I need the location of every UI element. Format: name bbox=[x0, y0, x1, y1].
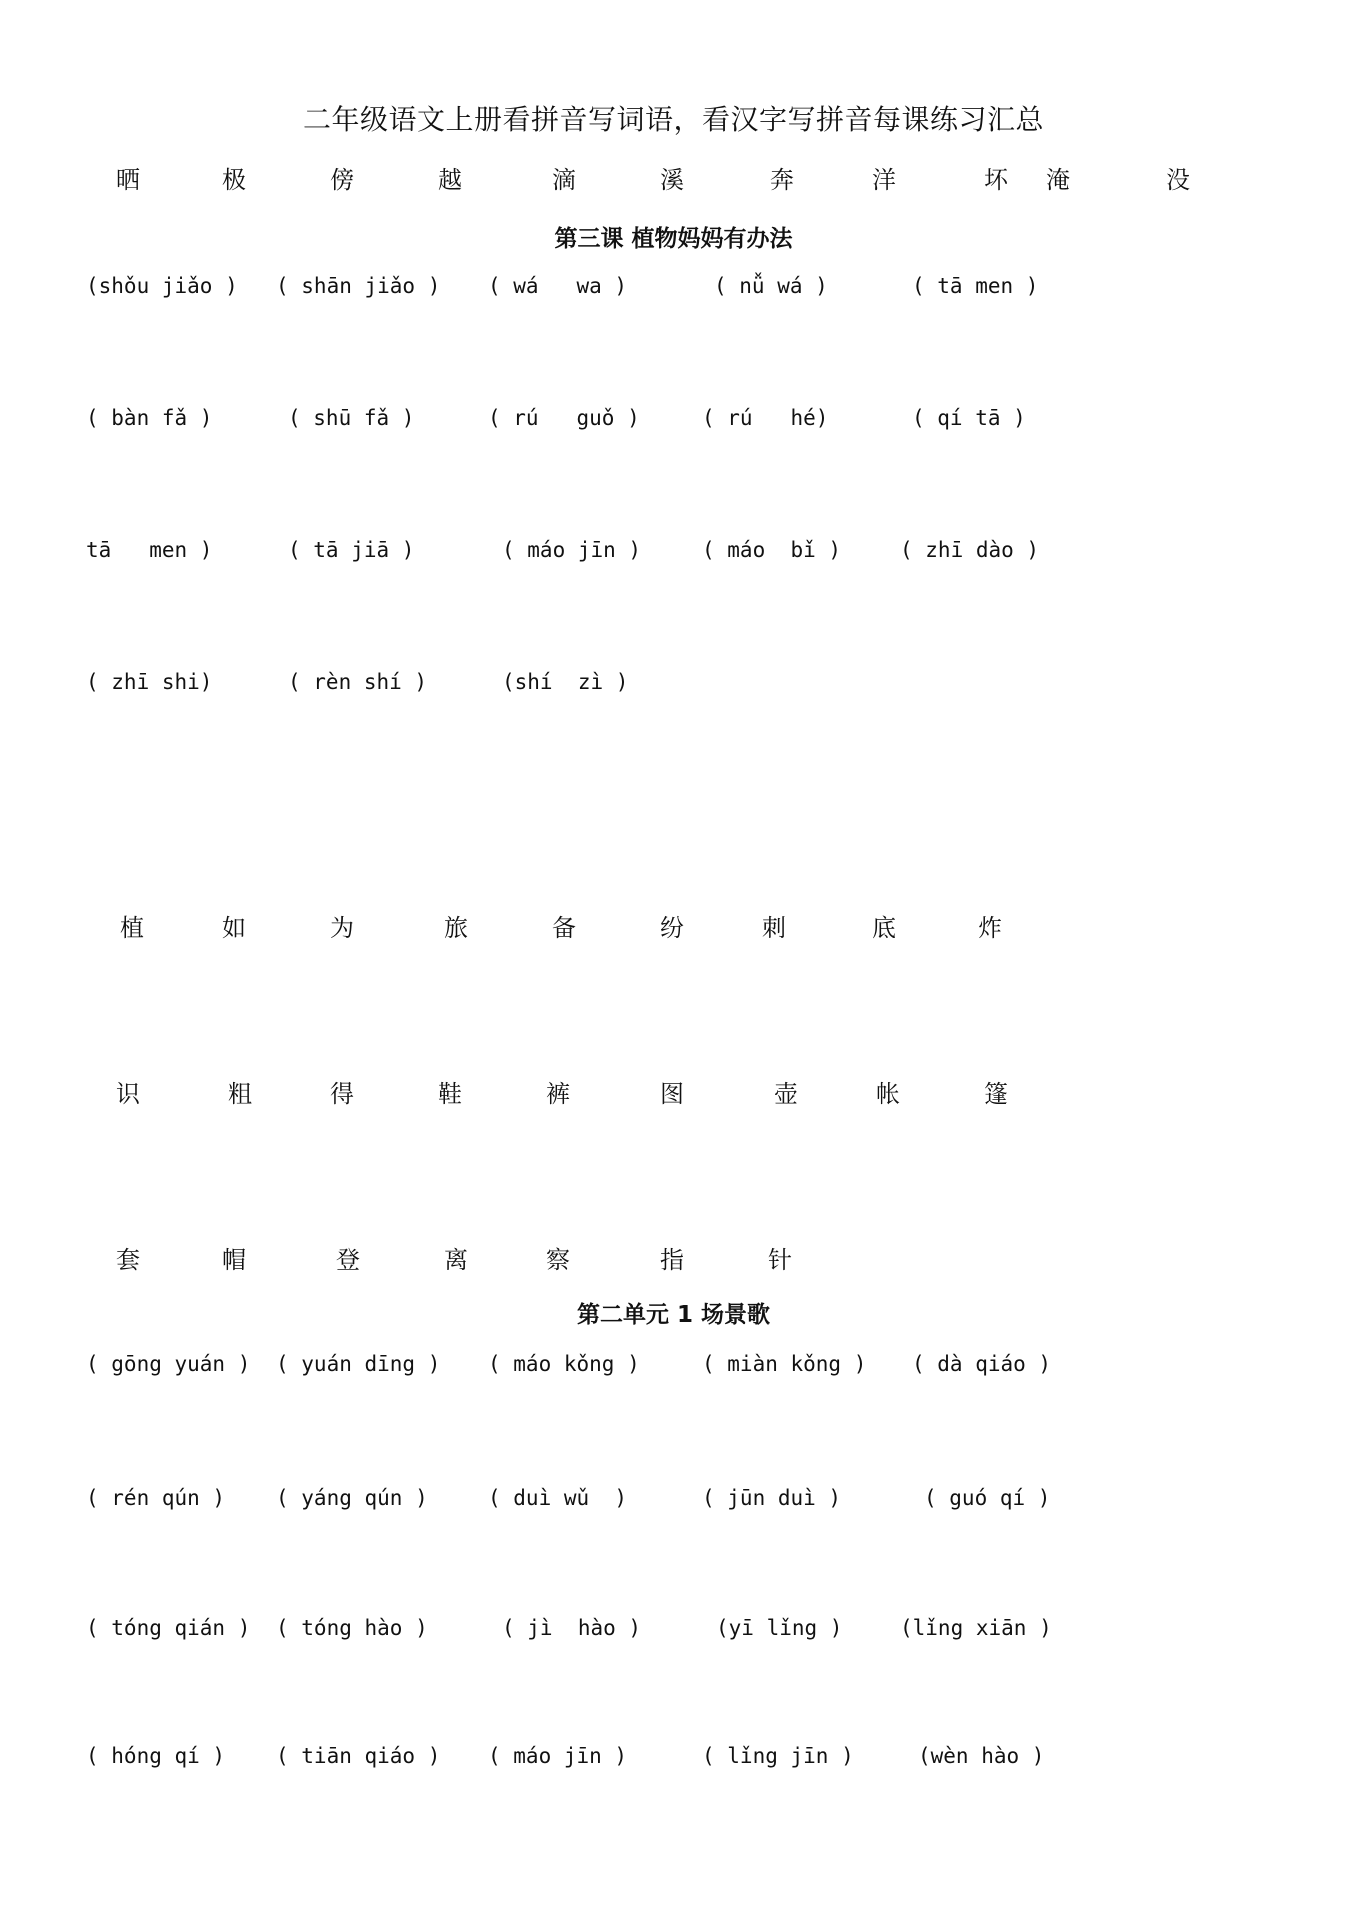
hanzi-item: 套 bbox=[116, 1246, 140, 1274]
pinyin-item: ( guó qí ) bbox=[924, 1486, 1051, 1510]
hanzi-item: 纷 bbox=[660, 914, 684, 942]
hanzi-item: 刺 bbox=[762, 914, 786, 942]
pinyin-item: ( duì wǔ ) bbox=[488, 1486, 628, 1510]
char-row bbox=[0, 1074, 1347, 1108]
pinyin-item: ( lǐng jīn ) bbox=[702, 1744, 854, 1768]
char-row bbox=[0, 1240, 1347, 1274]
pinyin-row bbox=[0, 274, 1347, 308]
hanzi-item: 篷 bbox=[984, 1080, 1008, 1108]
pinyin-item: ( shān jiǎo ) bbox=[276, 274, 441, 298]
pinyin-item: ( tiān qiáo ) bbox=[276, 1744, 441, 1768]
pinyin-item: ( bàn fǎ ) bbox=[86, 406, 213, 430]
hanzi-item: 洋 bbox=[872, 166, 896, 194]
pinyin-item: ( rèn shí ) bbox=[288, 670, 428, 694]
pinyin-item: ( zhī dào ) bbox=[900, 538, 1040, 562]
page-title: 二年级语文上册看拼音写词语，看汉字写拼音每课练习汇总 bbox=[302, 103, 1044, 136]
pinyin-item: ( zhī shi) bbox=[86, 670, 213, 694]
pinyin-item: ( yáng qún ) bbox=[276, 1486, 428, 1510]
hanzi-item: 帽 bbox=[222, 1246, 246, 1274]
char-row bbox=[0, 908, 1347, 942]
pinyin-item: ( shū fǎ ) bbox=[288, 406, 415, 430]
hanzi-item: 为 bbox=[330, 914, 354, 942]
hanzi-item: 如 bbox=[222, 914, 246, 942]
pinyin-item: ( tóng qián ) bbox=[86, 1616, 251, 1640]
pinyin-item: ( máo jīn ) bbox=[502, 538, 642, 562]
char-row-intro bbox=[0, 160, 1347, 194]
pinyin-item: ( jūn duì ) bbox=[702, 1486, 842, 1510]
hanzi-item: 极 bbox=[222, 166, 246, 194]
pinyin-item: (lǐng xiān ) bbox=[900, 1616, 1052, 1640]
hanzi-item: 越 bbox=[438, 166, 462, 194]
pinyin-row bbox=[0, 1486, 1347, 1520]
pinyin-item: (yī lǐng ) bbox=[716, 1616, 843, 1640]
hanzi-item: 针 bbox=[768, 1246, 792, 1274]
pinyin-item: ( hóng qí ) bbox=[86, 1744, 226, 1768]
pinyin-item: ( rú guǒ ) bbox=[488, 406, 640, 430]
pinyin-item: ( máo jīn ) bbox=[488, 1744, 628, 1768]
hanzi-item: 离 bbox=[444, 1246, 468, 1274]
hanzi-item: 备 bbox=[552, 914, 576, 942]
pinyin-item: ( wá wa ) bbox=[488, 274, 628, 298]
pinyin-item: ( máo bǐ ) bbox=[702, 538, 842, 562]
pinyin-item: ( rén qún ) bbox=[86, 1486, 226, 1510]
pinyin-item: tā men ) bbox=[86, 538, 213, 562]
hanzi-item: 傍 bbox=[330, 166, 354, 194]
hanzi-item: 得 bbox=[330, 1080, 354, 1108]
pinyin-item: ( dà qiáo ) bbox=[912, 1352, 1052, 1376]
hanzi-item: 炸 bbox=[978, 914, 1002, 942]
hanzi-item: 植 bbox=[120, 914, 144, 942]
pinyin-row bbox=[0, 670, 1347, 704]
pinyin-item: ( qí tā ) bbox=[912, 406, 1026, 430]
pinyin-item: ( miàn kǒng ) bbox=[702, 1352, 867, 1376]
pinyin-row bbox=[0, 406, 1347, 440]
section-heading-lesson-3: 第三课 植物妈妈有办法 bbox=[554, 226, 793, 252]
hanzi-item: 鞋 bbox=[438, 1080, 462, 1108]
hanzi-item: 察 bbox=[546, 1246, 570, 1274]
hanzi-item: 淹 bbox=[1046, 166, 1070, 194]
pinyin-item: ( tóng hào ) bbox=[276, 1616, 428, 1640]
pinyin-item: ( yuán dīng ) bbox=[276, 1352, 441, 1376]
hanzi-item: 裤 bbox=[546, 1080, 570, 1108]
hanzi-item: 滴 bbox=[552, 166, 576, 194]
hanzi-item: 没 bbox=[1166, 166, 1190, 194]
hanzi-item: 图 bbox=[660, 1080, 684, 1108]
hanzi-item: 溪 bbox=[660, 166, 684, 194]
pinyin-item: (shǒu jiǎo ) bbox=[86, 274, 238, 298]
hanzi-item: 奔 bbox=[770, 166, 794, 194]
pinyin-item: ( gōng yuán ) bbox=[86, 1352, 251, 1376]
pinyin-row bbox=[0, 1352, 1347, 1386]
pinyin-row bbox=[0, 538, 1347, 572]
hanzi-item: 坏 bbox=[984, 166, 1008, 194]
pinyin-item: ( rú hé) bbox=[702, 406, 829, 430]
pinyin-item: ( máo kǒng ) bbox=[488, 1352, 640, 1376]
hanzi-item: 壶 bbox=[774, 1080, 798, 1108]
hanzi-item: 指 bbox=[660, 1246, 684, 1274]
pinyin-row bbox=[0, 1616, 1347, 1650]
pinyin-row bbox=[0, 1744, 1347, 1778]
pinyin-item: ( tā jiā ) bbox=[288, 538, 415, 562]
pinyin-item: ( nǚ wá ) bbox=[714, 274, 828, 298]
hanzi-item: 粗 bbox=[228, 1080, 252, 1108]
hanzi-item: 识 bbox=[116, 1080, 140, 1108]
hanzi-item: 帐 bbox=[876, 1080, 900, 1108]
hanzi-item: 登 bbox=[336, 1246, 360, 1274]
hanzi-item: 底 bbox=[872, 914, 896, 942]
hanzi-item: 晒 bbox=[116, 166, 140, 194]
pinyin-item: ( jì hào ) bbox=[502, 1616, 642, 1640]
pinyin-item: ( tā men ) bbox=[912, 274, 1039, 298]
hanzi-item: 旅 bbox=[444, 914, 468, 942]
section-heading-unit-2: 第二单元 1 场景歌 bbox=[576, 1302, 771, 1328]
pinyin-item: (shí zì ) bbox=[502, 670, 629, 694]
pinyin-item: (wèn hào ) bbox=[918, 1744, 1045, 1768]
